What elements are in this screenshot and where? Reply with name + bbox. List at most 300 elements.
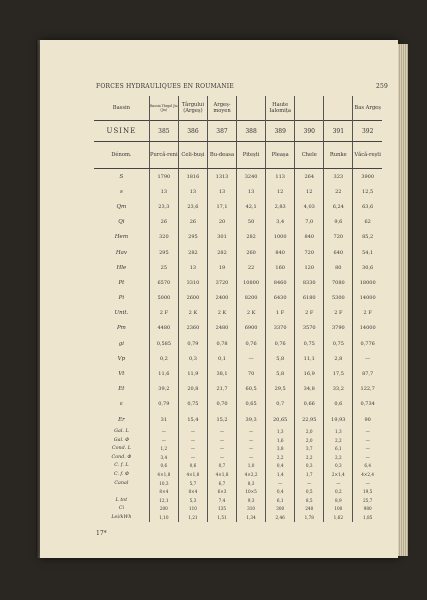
table-row (94, 382, 382, 397)
table-cell: 38,1 (207, 366, 236, 381)
table-cell: 1,21 (178, 513, 207, 522)
table-cell: 385 (149, 121, 178, 142)
table-cell: 34,8 (295, 382, 324, 397)
row-label: s (119, 188, 123, 195)
table-cell: 0,585 (149, 336, 178, 351)
row-label: Pi (118, 295, 125, 302)
table-cell: 0,776 (353, 336, 382, 351)
table-cell: 282 (178, 245, 207, 260)
table-cell: 63,6 (353, 199, 382, 214)
table-cell: Pitești (237, 142, 266, 169)
table-row (94, 230, 382, 245)
table-cell: 22 (237, 260, 266, 275)
table-cell: — (353, 453, 382, 462)
usine-section (94, 121, 382, 169)
table-cell: 392 (353, 121, 382, 142)
table-cell: 0,78 (207, 336, 236, 351)
table-cell: 6430 (266, 291, 295, 306)
table-cell: 50 (237, 215, 266, 230)
table-row (94, 184, 382, 199)
row-label: Dénom. (94, 142, 149, 169)
column-headers (94, 96, 382, 121)
table-cell: — (178, 427, 207, 436)
table-cell: 640 (324, 245, 353, 260)
table-cell: 295 (149, 245, 178, 260)
table-cell: 7,0 (295, 215, 324, 230)
table-cell: 1,10 (149, 513, 178, 522)
table-cell: — (237, 427, 266, 436)
table-cell: 2,2 (324, 453, 353, 462)
row-label: Ci (118, 506, 125, 512)
table-cell: 386 (178, 121, 207, 142)
table-cell: 12 (295, 184, 324, 199)
table-cell: 840 (295, 230, 324, 245)
table-cell: 19,5 (353, 487, 382, 496)
table-cell: 1816 (178, 169, 207, 185)
column-header (324, 96, 353, 121)
table-cell: 0,7 (207, 462, 236, 471)
table-cell: 100 (324, 505, 353, 514)
table-row (94, 215, 382, 230)
table-cell: 3,7 (295, 444, 324, 453)
table-cell: 720 (324, 230, 353, 245)
table-cell: 720 (295, 245, 324, 260)
table-cell: 0,3 (178, 351, 207, 366)
table-cell: 0,4 (266, 487, 295, 496)
detail-rows (94, 427, 382, 522)
table-cell: 1,34 (237, 513, 266, 522)
table-cell: 0,70 (207, 397, 236, 412)
table-cell: 1,0 (237, 462, 266, 471)
table-cell: 260 (237, 245, 266, 260)
table-cell: 2 F (295, 306, 324, 321)
row-label: C. f. Φ (113, 471, 129, 477)
table-row (94, 291, 382, 306)
table-cell: 11,9 (178, 366, 207, 381)
table-cell: 5,8 (266, 351, 295, 366)
table-cell: 87,7 (353, 366, 382, 381)
table-cell: 22 (324, 184, 353, 199)
table-row (94, 351, 382, 366)
table-cell: — (295, 479, 324, 488)
table-row (94, 462, 382, 471)
table-cell: 113 (266, 169, 295, 185)
table-row (94, 436, 382, 445)
table-row (94, 479, 382, 488)
table-row (94, 199, 382, 214)
table-row (94, 505, 382, 514)
table-cell: 2,0 (295, 427, 324, 436)
table-row (94, 513, 382, 522)
table-cell: Runke (324, 142, 353, 169)
table-cell: 5,8 (266, 366, 295, 381)
table-cell: 3240 (237, 169, 266, 185)
table-cell: 25,7 (353, 496, 382, 505)
table-cell: 85,2 (353, 230, 382, 245)
table-cell: 20,8 (178, 382, 207, 397)
table-cell: — (207, 444, 236, 453)
table-cell: Chele (295, 142, 324, 169)
table-cell: 388 (237, 121, 266, 142)
table-cell: 4×2,4 (353, 470, 382, 479)
table-cell: 8200 (237, 291, 266, 306)
table-cell: 2 F (149, 306, 178, 321)
table-cell: 2 K (237, 306, 266, 321)
table-row (94, 275, 382, 290)
column-header: Bas Argeș (353, 96, 382, 121)
table-cell: 14000 (353, 321, 382, 336)
table-cell: — (353, 351, 382, 366)
row-label: Pt (118, 279, 125, 286)
table-cell: — (207, 427, 236, 436)
table-cell: 1,51 (207, 513, 236, 522)
hydraulic-data-table (94, 96, 382, 522)
table-row (94, 336, 382, 351)
table-cell: Purcă-reni (149, 142, 178, 169)
table-cell: 0,76 (266, 336, 295, 351)
table-cell: 5300 (324, 291, 353, 306)
table-row (94, 397, 382, 412)
table-cell: 135 (207, 505, 236, 514)
table-cell: 26 (178, 215, 207, 230)
table-row (94, 412, 382, 427)
table-cell: 1,85 (353, 513, 382, 522)
table-cell: 6180 (295, 291, 324, 306)
table-cell: 2,2 (266, 453, 295, 462)
row-label: gi (118, 340, 125, 347)
table-cell: 10×5 (237, 487, 266, 496)
table-row (94, 487, 382, 496)
table-cell: 29,5 (266, 382, 295, 397)
table-cell: 122,7 (353, 382, 382, 397)
table-cell: 13 (178, 184, 207, 199)
table-cell: — (353, 444, 382, 453)
table-cell: 16,9 (295, 366, 324, 381)
table-cell: 240 (295, 505, 324, 514)
table-header (94, 96, 382, 121)
table-cell: 14000 (353, 291, 382, 306)
table-cell: 8,9 (324, 496, 353, 505)
table-cell: 264 (295, 169, 324, 185)
table-row (94, 427, 382, 436)
table-row (94, 169, 382, 185)
row-label: Canal (114, 480, 129, 486)
row-label (94, 487, 149, 496)
table-cell: — (149, 427, 178, 436)
table-cell: 1000 (266, 230, 295, 245)
column-header: Bassin Târgul Jiu (Jiu) (149, 96, 178, 121)
table-cell: — (237, 436, 266, 445)
table-cell: 0,1 (207, 351, 236, 366)
table-cell: 2,2 (295, 453, 324, 462)
table-row (94, 245, 382, 260)
table-cell: 840 (266, 245, 295, 260)
table-cell: 323 (324, 169, 353, 185)
table-cell: 2 K (178, 306, 207, 321)
table-cell: 12 (266, 184, 295, 199)
table-cell: 3720 (207, 275, 236, 290)
page-number: 259 (376, 83, 389, 90)
table-row (94, 444, 382, 453)
table-cell: 2 K (207, 306, 236, 321)
table-cell: 3,4 (266, 215, 295, 230)
table-cell: — (178, 453, 207, 462)
table-cell: 1,7 (295, 470, 324, 479)
table-cell: — (353, 427, 382, 436)
table-cell: — (178, 444, 207, 453)
table-cell: 39,2 (149, 382, 178, 397)
table-cell: — (237, 444, 266, 453)
table-cell: 282 (237, 230, 266, 245)
table-cell: 389 (266, 121, 295, 142)
column-header: Târgului (Argeș) (178, 96, 207, 121)
table-cell: 0,79 (178, 336, 207, 351)
table-cell: — (324, 479, 353, 488)
table-cell: 8×4 (149, 487, 178, 496)
table-cell: 3790 (324, 321, 353, 336)
table-cell: Văcă-rești (353, 142, 382, 169)
table-cell: 5,3 (178, 496, 207, 505)
table-cell: — (266, 479, 295, 488)
table-cell: 2 F (324, 306, 353, 321)
table-cell: 19 (207, 260, 236, 275)
table-cell: 282 (207, 245, 236, 260)
table-cell: 10800 (237, 275, 266, 290)
table-cell: 17,1 (207, 199, 236, 214)
table-cell: 8,3 (237, 479, 266, 488)
table-cell: 18000 (353, 275, 382, 290)
table-cell: 9,6 (324, 215, 353, 230)
row-label: Hem (114, 234, 129, 241)
table-cell: 6,1 (266, 496, 295, 505)
table-cell: 60,5 (237, 382, 266, 397)
table-cell: 4×1,8 (207, 470, 236, 479)
row-label: Unit. (114, 310, 129, 317)
row-label: USINE (94, 121, 149, 142)
table-cell: 0,6 (149, 462, 178, 471)
row-label: Et (118, 386, 125, 393)
table-cell: 25 (149, 260, 178, 275)
running-header: FORCES HYDRAULIQUES EN ROUMANIE (96, 83, 234, 90)
table-cell: 62 (353, 215, 382, 230)
column-header: Bassin (112, 105, 131, 111)
table-cell: 10,3 (149, 479, 178, 488)
row-label: Vt (118, 371, 125, 378)
table-row (94, 260, 382, 275)
row-label: Hav (115, 249, 127, 256)
table-cell: 33,2 (324, 382, 353, 397)
table-row (94, 321, 382, 336)
row-label: Qi (118, 219, 125, 226)
table-cell: 120 (295, 260, 324, 275)
table-cell: 80 (324, 260, 353, 275)
row-label: Cond. Φ (111, 454, 132, 460)
table-cell: — (237, 351, 266, 366)
table-cell: Bu-deasa (207, 142, 236, 169)
table-cell: 1,6 (266, 436, 295, 445)
table-cell: 6,7 (207, 479, 236, 488)
table-cell: 0,7 (266, 397, 295, 412)
column-header (237, 96, 266, 121)
table-row (94, 366, 382, 381)
table-cell: 0,66 (295, 397, 324, 412)
row-label: Qm (116, 203, 127, 210)
table-cell: 6×3 (207, 487, 236, 496)
table-cell: 1,78 (295, 513, 324, 522)
table-cell: 3,8 (266, 444, 295, 453)
table-cell: 6,24 (324, 199, 353, 214)
table-cell: 3310 (178, 275, 207, 290)
table-cell: 5000 (149, 291, 178, 306)
table-cell: 70 (237, 366, 266, 381)
table-row (94, 496, 382, 505)
row-label: Er (118, 416, 125, 423)
table-cell: 6,1 (324, 444, 353, 453)
table-cell: 310 (237, 505, 266, 514)
table-cell: 387 (207, 121, 236, 142)
table-cell: 2,8 (324, 351, 353, 366)
table-cell: 6,4 (353, 462, 382, 471)
table-cell: 2,83 (266, 199, 295, 214)
table-cell: 11,1 (295, 351, 324, 366)
row-label: Pm (116, 325, 126, 332)
table-cell: 2×1,4 (324, 470, 353, 479)
table-cell: — (207, 453, 236, 462)
table-cell: 8×4 (178, 487, 207, 496)
table-cell: 3570 (295, 321, 324, 336)
table-cell: 0,65 (237, 397, 266, 412)
table-cell: 980 (353, 505, 382, 514)
row-label: Cond. L (111, 446, 131, 452)
table-cell: 1,4 (266, 470, 295, 479)
table-cell: 8,5 (295, 496, 324, 505)
table-cell: 2 F (353, 306, 382, 321)
table-cell: — (207, 436, 236, 445)
table-cell: 1,62 (324, 513, 353, 522)
table-cell: 4×2,2 (237, 470, 266, 479)
table-cell: 1 F (266, 306, 295, 321)
table-cell: 6570 (149, 275, 178, 290)
table-cell: 0,5 (295, 487, 324, 496)
table-cell: 391 (324, 121, 353, 142)
table-cell: 7080 (324, 275, 353, 290)
table-cell: 2,2 (324, 436, 353, 445)
table-cell: 8330 (295, 275, 324, 290)
table-cell: 9,3 (237, 496, 266, 505)
table-cell: 1313 (207, 169, 236, 185)
row-label: C. f. L (114, 463, 129, 469)
table-cell: 30,6 (353, 260, 382, 275)
table-cell: 13 (237, 184, 266, 199)
table-cell: 320 (149, 230, 178, 245)
usine-row (94, 121, 382, 142)
table-cell: 2400 (207, 291, 236, 306)
table-cell: 15,2 (207, 412, 236, 427)
table-cell: Celi-buși (178, 142, 207, 169)
table-cell: Pleașa (266, 142, 295, 169)
table-cell: 4×1,8 (149, 470, 178, 479)
signature-mark: 17* (96, 530, 107, 537)
table-cell: 3900 (353, 169, 382, 185)
table-cell: 0,3 (295, 462, 324, 471)
table-row (94, 453, 382, 462)
table-cell: 1,2 (149, 444, 178, 453)
table-cell: 160 (266, 260, 295, 275)
table-cell: 20,65 (266, 412, 295, 427)
table-cell: 110 (178, 505, 207, 514)
table-cell: 39,3 (237, 412, 266, 427)
table-cell: — (237, 453, 266, 462)
table-cell: 2600 (178, 291, 207, 306)
table-cell: 3370 (266, 321, 295, 336)
table-cell: 3,4 (149, 453, 178, 462)
table-row (94, 470, 382, 479)
table-cell: 22,95 (295, 412, 324, 427)
table-cell: 0,75 (295, 336, 324, 351)
column-header: Argeș-moyen (207, 96, 236, 121)
table-cell: 6900 (237, 321, 266, 336)
table-cell: 0,734 (353, 397, 382, 412)
table-cell: 0,6 (324, 397, 353, 412)
table-cell: 0,76 (237, 336, 266, 351)
table-cell: 23,3 (149, 199, 178, 214)
table-cell: 31 (149, 412, 178, 427)
table-cell: 4,03 (295, 199, 324, 214)
table-cell: 2,0 (295, 436, 324, 445)
table-cell: 300 (266, 505, 295, 514)
table-row (94, 306, 382, 321)
data-rows (94, 169, 382, 428)
table-cell: 0,6 (178, 462, 207, 471)
table-cell: 11,6 (149, 366, 178, 381)
row-label: ε (119, 401, 123, 408)
table-cell: 2,46 (266, 513, 295, 522)
table-cell: — (353, 436, 382, 445)
table-cell: — (178, 436, 207, 445)
table-cell: 4480 (149, 321, 178, 336)
row-label: Gal. Φ (113, 437, 130, 443)
row-label: Lei/kWh (111, 514, 132, 520)
table-cell: 1,3 (324, 427, 353, 436)
table-cell: 19,93 (324, 412, 353, 427)
table-cell: 2480 (207, 321, 236, 336)
row-label: L tot (115, 497, 128, 503)
table-cell: 0,75 (324, 336, 353, 351)
table-cell: 21,7 (207, 382, 236, 397)
table-cell: 0,2 (324, 487, 353, 496)
table-cell: 1790 (149, 169, 178, 185)
table-cell: — (149, 436, 178, 445)
row-label: Hle (116, 264, 127, 271)
table-cell: 13 (149, 184, 178, 199)
table-cell: 17,5 (324, 366, 353, 381)
table-cell: 4×1,8 (178, 470, 207, 479)
table-cell: 0,79 (149, 397, 178, 412)
column-header (295, 96, 324, 121)
table-cell: 12,1 (149, 496, 178, 505)
table-cell: 12,5 (353, 184, 382, 199)
table-cell: 5,7 (178, 479, 207, 488)
table-cell: 1,3 (266, 427, 295, 436)
page-edges (398, 44, 408, 556)
table-cell: 26 (149, 215, 178, 230)
table-cell: 13 (207, 184, 236, 199)
table-cell: 0,75 (178, 397, 207, 412)
row-label: Gal. L (114, 428, 129, 434)
table-cell: 90 (353, 412, 382, 427)
table-cell: 42,1 (237, 199, 266, 214)
table-cell: 0,4 (266, 462, 295, 471)
